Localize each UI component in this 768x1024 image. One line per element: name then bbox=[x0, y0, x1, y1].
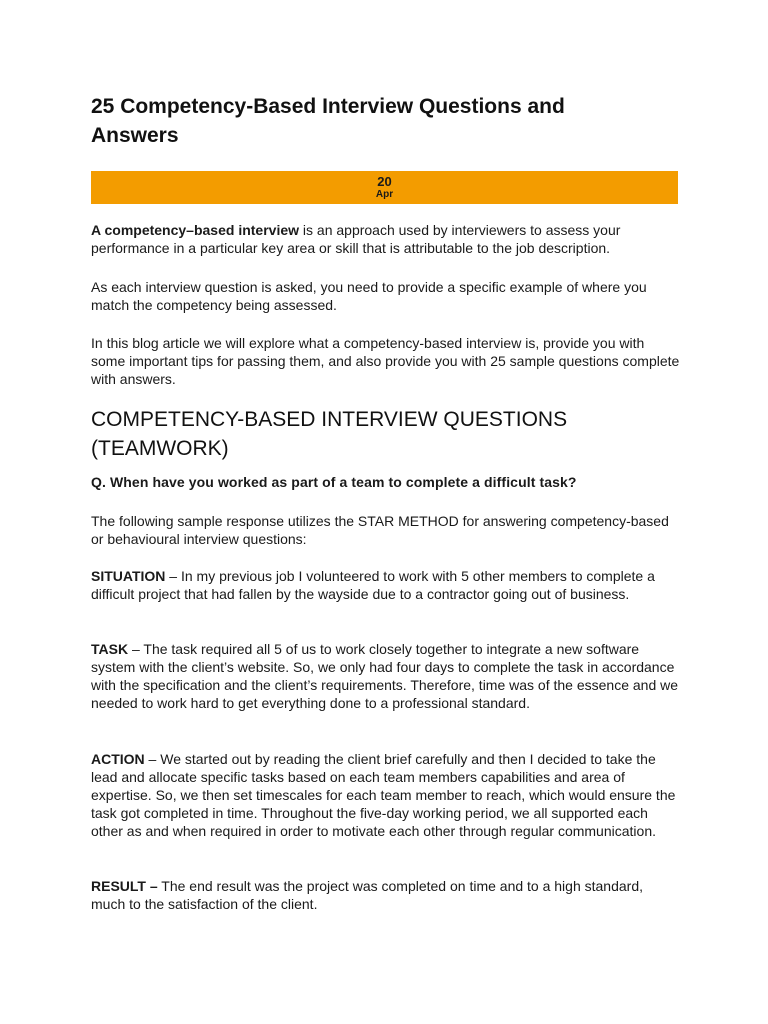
intro-paragraph-2: As each interview question is asked, you need to provide a specific example of where you match the competency being assessed. bbox=[91, 279, 647, 313]
date-banner bbox=[91, 171, 678, 204]
question-text: Q. When have you worked as part of a team to complete a difficult task? bbox=[91, 474, 577, 490]
action-paragraph bbox=[91, 750, 681, 840]
intro-paragraph-1 bbox=[91, 221, 681, 257]
result-label: RESULT – bbox=[91, 878, 158, 894]
intro-bold-term: A competency–based interview bbox=[91, 222, 300, 238]
situation-paragraph bbox=[91, 567, 681, 603]
intro-paragraph-1-text: is an approach used by interviewers to assess your performance in a particular key area or skill that is attributable to the job description. bbox=[91, 222, 621, 256]
situation-label: SITUATION bbox=[91, 568, 166, 584]
date-day: 20 bbox=[377, 174, 392, 189]
intro-paragraph-3: In this blog article we will explore what a competency-based interview is, provide you with some important tips for passing them, and also provide you with 25 sample questions complete with answers. bbox=[91, 335, 680, 387]
date-month: Apr bbox=[375, 189, 394, 200]
action-text: – We started out by reading the client brief carefully and then I decided to take the lead and allocate specific tasks based on each team members capabilities and area of expertise. So, we then set timescales for each team member to reach, which would ensure the task got completed in time. Throughout the five-day working period, we all supported each other as and when required in order to motivate each other through regular communication. bbox=[91, 751, 676, 839]
result-paragraph bbox=[91, 877, 681, 913]
star-intro-paragraph: The following sample response utilizes the STAR METHOD for answering competency-based or behavioural interview questions: bbox=[91, 513, 669, 547]
situation-text: – In my previous job I volunteered to work with 5 other members to complete a difficult project that had fallen by the wayside due to a contractor going out of business. bbox=[91, 568, 655, 602]
page-title: 25 Competency-Based Interview Questions and Answers bbox=[91, 95, 565, 147]
result-text: The end result was the project was completed on time and to a high standard, much to the satisfaction of the client. bbox=[91, 878, 643, 912]
section-heading: COMPETENCY-BASED INTERVIEW QUESTIONS (TEAMWORK) bbox=[91, 408, 568, 460]
task-text: – The task required all 5 of us to work closely together to integrate a new software system with the client’s website. So, we only had four days to complete the task in accordance with the specification and the client’s requirements. Therefore, time was of the essence and we needed to work hard to get everything done to a professional standard. bbox=[91, 641, 679, 711]
action-label: ACTION bbox=[91, 751, 145, 767]
task-paragraph bbox=[91, 640, 681, 712]
task-label: TASK bbox=[91, 641, 129, 657]
